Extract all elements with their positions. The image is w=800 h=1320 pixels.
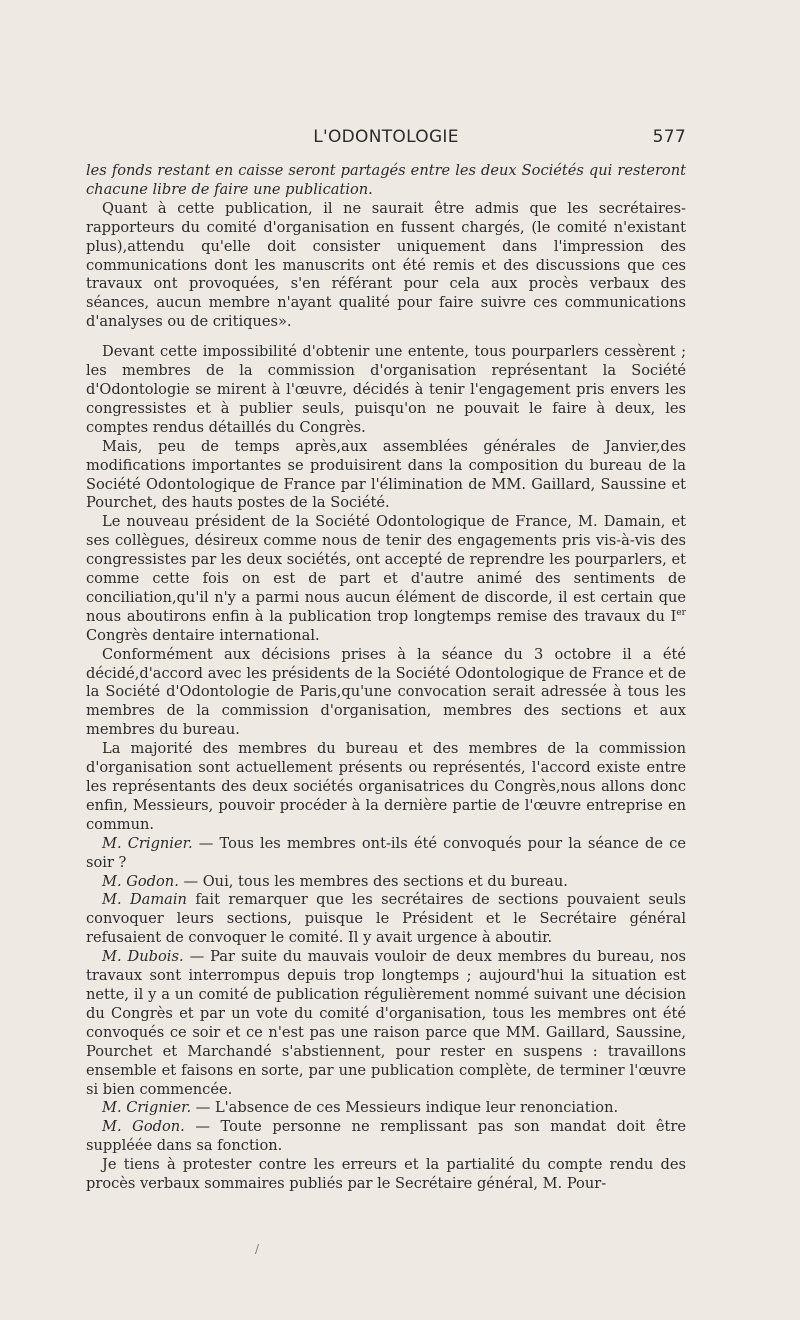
paragraph: Mais, peu de temps après,aux assemblées générales de Janvier,des modifications importantes se produisirent dans la composition du bureau de la Société Odontologique de France par l'élimination de MM. Gaillard, Saussine et Pourchet, des hauts postes de la Société. [86, 437, 686, 512]
article-body [86, 162, 686, 1194]
journal-title: L'ODONTOLOGIE [313, 127, 459, 147]
speech-text: — L'absence de ces Messieurs indique leur renonciation. [191, 1099, 619, 1117]
running-header [86, 127, 686, 151]
paragraph-text: Le nouveau président de la Société Odontologique de France, M. Damain, et ses collègues, désireux comme nous de tenir des engagements pris vis-à-vis des congressistes par les deux sociétés, ont accepté de reprendre les pourparlers, et comme cette fois on est de part et d'autre animé des sentiments de conciliation,qu'il n'y a parmi nous aucun élément de discorde, il est certain que nous aboutirons enfin à la publication trop longtemps remise des travaux du [86, 513, 686, 625]
congress-ordinal: I [670, 607, 677, 625]
congress-name: Congrès dentaire international. [86, 626, 320, 644]
speaker-name: M. Damain [102, 891, 187, 909]
speaker-name: M. Godon. [102, 872, 179, 890]
paragraph: Devant cette impossibilité d'obtenir une entente, tous pourparlers cessèrent ; les membres de la commission d'organisation représentant la Société d'Odontologie se mirent à l'œuvre, décidés à tenir l'engagement pris envers les congressistes et à publier seuls, puisqu'on ne pouvait le faire à deux, les comptes rendus détaillés du Congrès. [86, 343, 686, 436]
dialogue-line [86, 1118, 686, 1156]
speech-text: — Toute personne ne remplissant pas son mandat doit être suppléée dans sa fonction. [86, 1118, 686, 1155]
paragraph: Quant à cette publication, il ne saurait être admis que les secrétaires-rapporteurs du comité d'organisation en fussent chargés, (le comité n'existant plus),attendu qu'elle doit consister uniquement dans l'impression des communications dont les manuscrits ont été remis et des discussions que ces travaux ont provoquées, s'en référant pour cela aux procès verbaux des séances, aucun membre n'ayant qualité pour faire suivre ces communications d'analyses ou de critiques». [86, 199, 686, 331]
speech-text: — Par suite du mauvais vouloir de deux membres du bureau, nos travaux sont interrompus depuis trop longtemps ; aujourd'hui la situation est nette, il y a un comité de publication régulièrement nommé suivant une décision du Congrès et par un vote du comité d'organisation, tous les membres ont été convoqués ce soir et ce n'est pas une raison parce que MM. Gaillard, Saussine, Pourchet et Marchandé s'abstiennent, pour rester en suspens : travaillons ensemble et faisons en sorte, par une publication complète, de terminer l'œuvre si bien commencée. [86, 948, 686, 1098]
document-page [86, 127, 686, 1194]
speech-text: fait remarquer que les secrétaires de sections pouvaient seuls convoquer leurs sections, puisque le Président et le Secrétaire général refusaient de convoquer le comité. Il y avait urgence à aboutir. [86, 891, 686, 947]
speech-text: — Oui, tous les membres des sections et du bureau. [178, 872, 568, 890]
stray-mark: / [255, 1242, 260, 1256]
speaker-name: M. Crignier. [102, 834, 193, 852]
dialogue-line [86, 835, 686, 873]
quoted-text: les fonds restant en caisse seront partagés entre les deux Sociétés qui resteront chacune libre de faire une publication. [86, 162, 686, 198]
paragraph [86, 513, 686, 645]
speaker-name: M. Crignier. [102, 1099, 192, 1117]
page-number: 577 [652, 127, 686, 147]
dialogue-line [86, 948, 686, 1099]
speaker-name: M. Godon. [102, 1118, 185, 1136]
speaker-name: M. Dubois. [102, 948, 184, 966]
dialogue-line [86, 873, 686, 892]
dialogue-line [86, 1099, 686, 1118]
paragraph: La majorité des membres du bureau et des membres de la commission d'organisation sont actuellement présents ou représentés, l'accord existe entre les représentants des deux sociétés organisatrices du Congrès,nous allons donc enfin, Messieurs, pouvoir procéder à la dernière partie de l'œuvre entreprise en commun. [86, 740, 686, 833]
paragraph: Conformément aux décisions prises à la séance du 3 octobre il a été décidé,d'accord avec les présidents de la Société Odontologique de France et de la Société d'Odontologie de Paris,qu'une convocation serait adressée à tous les membres de la commission d'organisation, membres des sections et aux membres du bureau. [86, 645, 686, 739]
ordinal-suffix: er [676, 607, 686, 618]
speech-text: — Tous les membres ont-ils été convoqués pour la séance de ce soir ? [86, 834, 686, 871]
dialogue-line [86, 891, 686, 948]
paragraph: Je tiens à protester contre les erreurs et la partialité du compte rendu des procès verbaux sommaires publiés par le Secrétaire général, M. Pour- [86, 1156, 686, 1193]
